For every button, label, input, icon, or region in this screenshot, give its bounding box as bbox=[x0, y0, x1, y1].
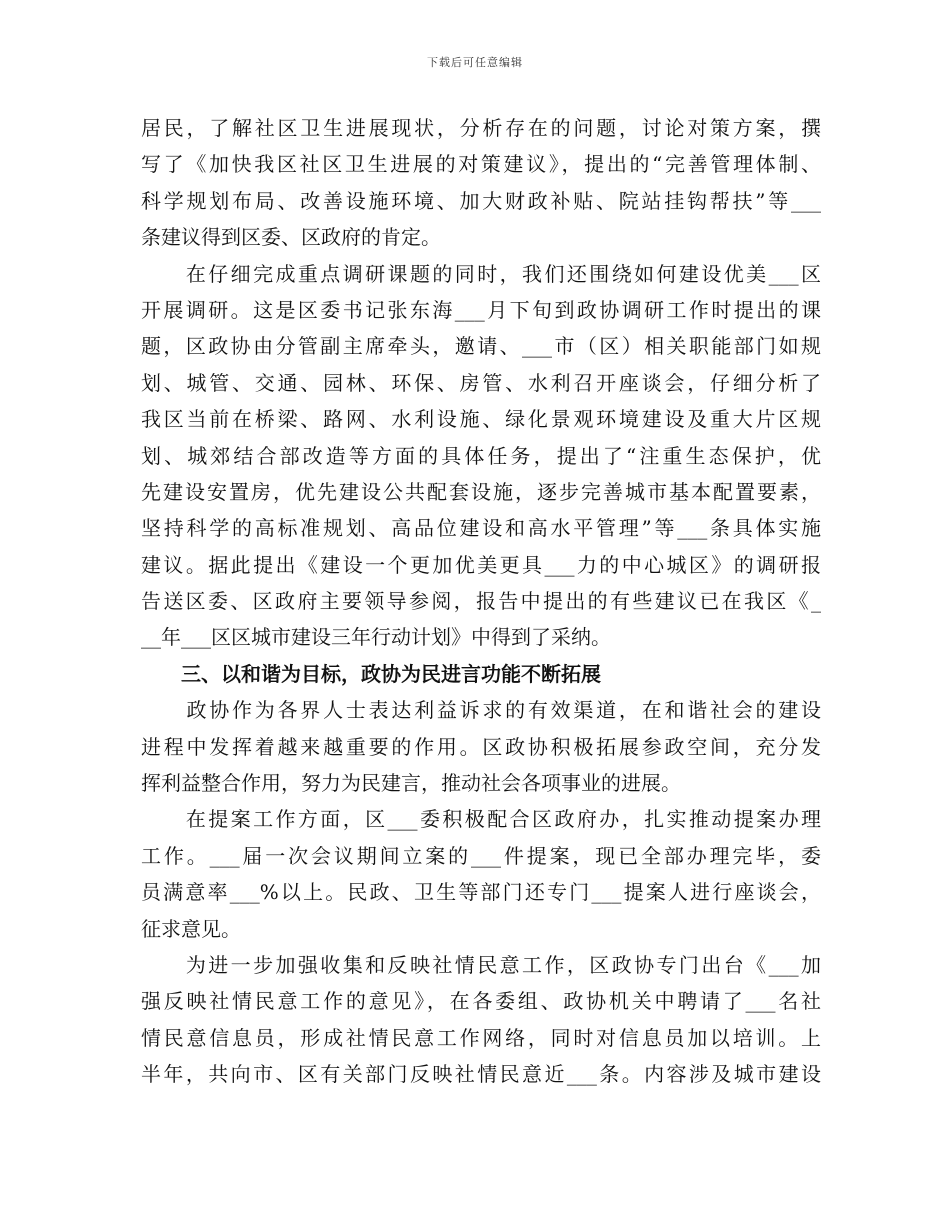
section-heading: 三、以和谐为目标，政协为民进言功能不断拓展 bbox=[141, 661, 601, 686]
text-line: 强反映社情民意工作的意见》，在各委组、政协机关中聘请了___名社 bbox=[141, 989, 821, 1014]
text-line: 先建设安置房，优先建设公共配套设施，逐步完善城市基本配置要素， bbox=[141, 479, 821, 504]
text-line: 建议。据此提出《建设一个更加优美更具___力的中心城区》的调研报 bbox=[141, 552, 821, 577]
text-line: __年___区区城市建设三年行动计划》中得到了采纳。 bbox=[141, 625, 611, 650]
text-line: 开展调研。这是区委书记张东海___月下旬到政协调研工作时提出的课 bbox=[141, 297, 821, 322]
text-line: 员满意率___%以上。民政、卫生等部门还专门___提案人进行座谈会， bbox=[141, 880, 821, 905]
text-line: 划、城管、交通、园林、环保、房管、水利召开座谈会，仔细分析了 bbox=[141, 370, 821, 395]
text-line: 在提案工作方面，区___委积极配合区政府办，扎实推动提案办理 bbox=[141, 807, 821, 832]
text-line: 居民，了解社区卫生进展现状，分析存在的问题，讨论对策方案，撰 bbox=[141, 116, 821, 140]
text-line: 政协作为各界人士表达利益诉求的有效渠道，在和谐社会的建设 bbox=[141, 698, 821, 723]
text-line: 科学规划布局、改善设施环境、加大财政补贴、院站挂钩帮扶”等___ bbox=[141, 188, 821, 213]
text-line: 条建议得到区委、区政府的肯定。 bbox=[141, 225, 441, 250]
text-line: 划、城郊结合部改造等方面的具体任务，提出了“注重生态保护，优 bbox=[141, 443, 821, 468]
text-line: 告送区委、区政府主要领导参阅，报告中提出的有些建议已在我区《_ bbox=[141, 589, 821, 614]
document-body bbox=[141, 110, 821, 1093]
text-line: 坚持科学的高标准规划、高品位建设和高水平管理”等___条具体实施 bbox=[141, 516, 821, 541]
text-line: 进程中发挥着越来越重要的作用。区政协积极拓展参政空间，充分发 bbox=[141, 734, 821, 759]
text-line: 半年，共向市、区有关部门反映社情民意近___条。内容涉及城市建设 bbox=[141, 1062, 821, 1087]
text-line: 我区当前在桥梁、路网、水利设施、绿化景观环境建设及重大片区规 bbox=[141, 407, 821, 432]
text-line: 写了《加快我区社区卫生进展的对策建议》，提出的“完善管理体制、 bbox=[141, 152, 821, 177]
text-line: 为进一步加强收集和反映社情民意工作，区政协专门出台《___加 bbox=[141, 952, 821, 977]
text-line: 在仔细完成重点调研课题的同时，我们还围绕如何建设优美___区 bbox=[141, 261, 821, 286]
text-line: 征求意见。 bbox=[141, 916, 241, 941]
text-line: 工作。___届一次会议期间立案的___件提案，现已全部办理完毕，委 bbox=[141, 843, 821, 868]
text-line: 题，区政协由分管副主席牵头，邀请、___市（区）相关职能部门如规 bbox=[141, 334, 821, 359]
text-line: 情民意信息员，形成社情民意工作网络，同时对信息员加以培训。上 bbox=[141, 1025, 821, 1050]
text-line: 挥利益整合作用，努力为民建言，推动社会各项事业的进展。 bbox=[141, 771, 681, 796]
page-header-note: 下载后可任意编辑 bbox=[427, 56, 523, 69]
